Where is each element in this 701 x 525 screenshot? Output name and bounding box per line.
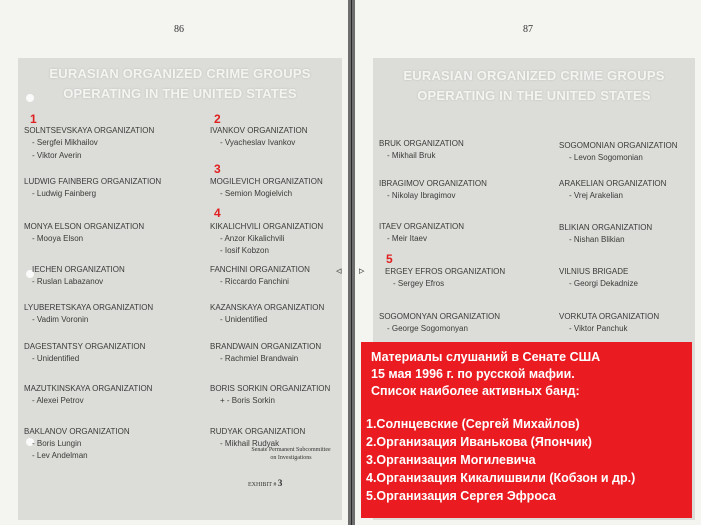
member-name: - Mikhail Rudyak: [220, 439, 280, 448]
document-title: EURASIAN ORGANIZED CRIME GROUPS: [403, 68, 665, 83]
document-subtitle: OPERATING IN THE UNITED STATES: [417, 88, 651, 103]
exhibit-label: [248, 478, 282, 488]
org-name: FANCHINI ORGANIZATION: [210, 265, 310, 274]
stamp-line: Senate Permanent Subcommittee: [251, 447, 331, 453]
member-name: - Levon Sogomonian: [569, 153, 643, 162]
member-name: - Iosif Kobzon: [220, 246, 269, 255]
member-name: - Anzor Kikalichvili: [220, 234, 285, 243]
marker-5: 5: [386, 252, 393, 266]
annotation-item: 5.Организация Сергея Эфроса: [366, 489, 556, 503]
org-name: BORIS SORKIN ORGANIZATION: [210, 384, 331, 393]
member-name: - Nikolay Ibragimov: [387, 191, 456, 200]
org-name: MAZUTKINSKAYA ORGANIZATION: [24, 384, 153, 393]
annotation-intro: 15 мая 1996 г. по русской мафии.: [371, 367, 575, 381]
member-name: - George Sogomonyan: [387, 324, 468, 333]
member-name: - Sergfei Mikhailov: [32, 138, 98, 147]
org-name: MONYA ELSON ORGANIZATION: [24, 222, 145, 231]
annotation-box: [361, 342, 692, 518]
org-name: BRANDWAIN ORGANIZATION: [210, 342, 322, 351]
member-name: - Riccardo Fanchini: [220, 277, 289, 286]
page-number: 86: [174, 24, 184, 35]
stamp-line: on Investigations: [270, 455, 312, 461]
member-name: - Boris Lungin: [32, 439, 82, 448]
exhibit-number: 3: [277, 478, 283, 488]
org-name: SOLNTSEVSKAYA ORGANIZATION: [24, 126, 155, 135]
marker-3: 3: [214, 162, 221, 176]
org-name: BLIKIAN ORGANIZATION: [559, 223, 653, 232]
member-name: - Semion Mogielvich: [220, 189, 293, 198]
member-name: - Lev Andelman: [32, 451, 88, 460]
member-name: - Viktor Panchuk: [569, 324, 628, 333]
member-name: - Vyacheslav Ivankov: [220, 138, 296, 147]
member-name: - Ludwig Fainberg: [32, 189, 97, 198]
member-name: - Ruslan Labazanov: [32, 277, 104, 286]
page-number: 87: [523, 24, 533, 35]
org-name: VILNIUS BRIGADE: [559, 267, 629, 276]
org-name: IECHEN ORGANIZATION: [32, 265, 125, 274]
org-name: RUDYAK ORGANIZATION: [210, 427, 306, 436]
org-name: BRUK ORGANIZATION: [379, 139, 464, 148]
org-name: VORKUTA ORGANIZATION: [559, 312, 660, 321]
org-name: LYUBERETSKAYA ORGANIZATION: [24, 303, 154, 312]
org-name: LUDWIG FAINBERG ORGANIZATION: [24, 177, 162, 186]
marker-1: 1: [30, 112, 37, 126]
annotation-item: 3.Организация Могилевича: [366, 453, 536, 467]
member-name: - Alexei Petrov: [32, 396, 84, 405]
document-title: EURASIAN ORGANIZED CRIME GROUPS: [49, 66, 311, 81]
member-name: - Unidentified: [220, 315, 268, 324]
org-name: KAZANSKAYA ORGANIZATION: [210, 303, 325, 312]
exhibit-text: EXHIBIT #: [248, 482, 277, 488]
member-name: - Vadim Voronin: [32, 315, 89, 324]
member-name: - Vrej Arakelian: [569, 191, 623, 200]
member-name: - Unidentified: [32, 354, 80, 363]
left-page: [0, 0, 348, 525]
member-name: - Georgi Dekadnize: [569, 279, 638, 288]
member-name: + - Boris Sorkin: [220, 396, 275, 405]
annotation-item: 4.Организация Кикалишвили (Кобзон и др.): [366, 471, 636, 485]
org-name: IVANKOV ORGANIZATION: [210, 126, 308, 135]
member-name: - Nishan Blikian: [569, 235, 625, 244]
org-name: SOGOMONIAN ORGANIZATION: [559, 141, 678, 150]
org-name: ARAKELIAN ORGANIZATION: [559, 179, 667, 188]
annotation-item: 2.Организация Иванькова (Япончик): [366, 435, 592, 449]
gutter-divider: [351, 0, 352, 525]
annotation-intro: Список наиболее активных банд:: [371, 384, 580, 398]
org-name: ERGEY EFROS ORGANIZATION: [385, 267, 506, 276]
org-name: SOGOMONYAN ORGANIZATION: [379, 312, 501, 321]
marker-4: 4: [214, 206, 221, 220]
annotation-intro: Материалы слушаний в Сенате США: [371, 350, 601, 364]
org-name: IBRAGIMOV ORGANIZATION: [379, 179, 487, 188]
page-turn-icon[interactable]: ◃: [336, 265, 342, 277]
org-name: KIKALICHVILI ORGANIZATION: [210, 222, 324, 231]
member-name: - Meir Itaev: [387, 234, 428, 243]
member-name: - Mooya Elson: [32, 234, 84, 243]
senate-stamp: [238, 446, 344, 462]
page-turn-icon[interactable]: ▹: [359, 265, 365, 277]
org-name: BAKLANOV ORGANIZATION: [24, 427, 130, 436]
org-name: MOGILEVICH ORGANIZATION: [210, 177, 323, 186]
marker-2: 2: [214, 112, 221, 126]
member-name: - Viktor Averin: [32, 151, 82, 160]
org-name: DAGESTANTSY ORGANIZATION: [24, 342, 146, 351]
org-name: ITAEV ORGANIZATION: [379, 222, 465, 231]
document-subtitle: OPERATING IN THE UNITED STATES: [63, 86, 297, 101]
member-name: - Sergey Efros: [393, 279, 445, 288]
member-name: - Mikhail Bruk: [387, 151, 436, 160]
member-name: - Rachmiel Brandwain: [220, 354, 299, 363]
annotation-item: 1.Солнцевские (Сергей Михайлов): [366, 417, 580, 431]
